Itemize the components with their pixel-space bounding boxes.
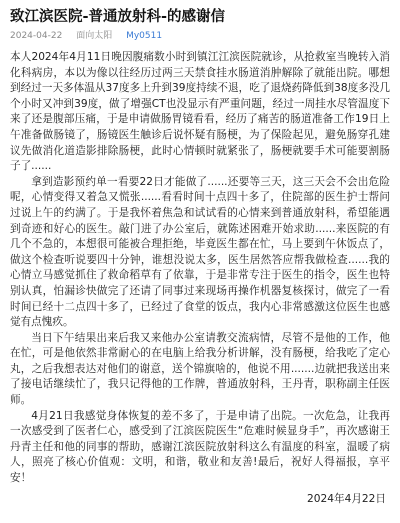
- body-paragraph-4: 4月21日我感觉身体恢复的差不多了，于是申请了出院。一次危急，让我再一次感受到了医者仁心，感受到了江滨医院医生“危难时候显身手”，再次感谢王丹青主任和他的同事的帮助，感谢江滨医院放射科这么有温度的科室，温暖了病人，照亮了核心价值观：文明，和谐，敬业和友善!最后，祝好人得福报，享平安！: [10, 409, 390, 485]
- body-paragraph-3: 当日下午结果出来后我又来他办公室请教交流病情，尽管不是他的工作，他在忙，可是他依然非常耐心的在电脑上给我分析讲解，没有肠梗，给我吃了定心丸，之后我想表达对他们的谢意，送个锦旗啥的，他说不用.......边就把我送出来了接电话继续忙了，我只记得他的工作牌，普通放射科，王丹青，职称副主任医师。: [10, 331, 390, 407]
- author-link[interactable]: My0511: [126, 31, 163, 41]
- article-title: 致江滨医院-普通放射科-的感谢信: [10, 9, 226, 25]
- signature-date: 2024年4月22日: [307, 493, 386, 505]
- source-name: 面向太阳: [76, 31, 113, 41]
- article-meta: [10, 29, 173, 43]
- publish-date: 2024-04-22: [10, 31, 63, 41]
- body-paragraph-2: 拿到造影预约单一看要22日才能做了......还要等三天，这三天会不会出危险呢，心情变得又着急又慌张......看看时间十点四十多了，住院部的医生护士帮问过说上午的约满了。于是我怀着焦急和试试看的心情来到普通放射科，希望能遇到奇迹和好心的医生。敲门进了办公室后，就陈述困难开始求助......来医院的有几个不急的，本想很可能被合理拒绝，毕竟医生都在忙，马上要到午休饭点了，做这个检查听说要四十分钟，谁想没说太多，医生居然答应帮我做检查......我的心情立马感觉抓住了救命稻草有了依靠，于是非常专注于医生的指令，医生也特别认真，怕漏诊快做完了还请了同事过来现场再操作机器复核探讨，做完了一看时间已经十二点四十多了，已经过了食堂的饭点，我内心非常感激这位医生也感觉有点愧疚。: [10, 175, 390, 329]
- body-paragraph-1: 本人2024年4月11日晚因腹痛数小时到镇江江滨医院就诊，从抢救室当晚转入消化科病房，本以为像以往经历过两三天禁食挂水肠道消肿解除了就能出院。哪想到经过一天多体温从37度多上升到39度持续不退，吃了退烧药降低到38度多没几个小时又冲到39度，做了增强CT也没显示有严重问题，经过一周挂水尽管温度下来了还是腹部压痛，于是申请做肠胃镜看看，经历了痛苦的肠道准备工作19日上午准备做肠镜了，肠镜医生触诊后说怀疑有肠梗，为了保险起见，避免肠穿孔建议先做消化道造影排除肠梗，此时心情顿时就紧张了，肠梗就要手术可能要割肠子了......: [10, 51, 390, 173]
- article-body: [10, 50, 390, 487]
